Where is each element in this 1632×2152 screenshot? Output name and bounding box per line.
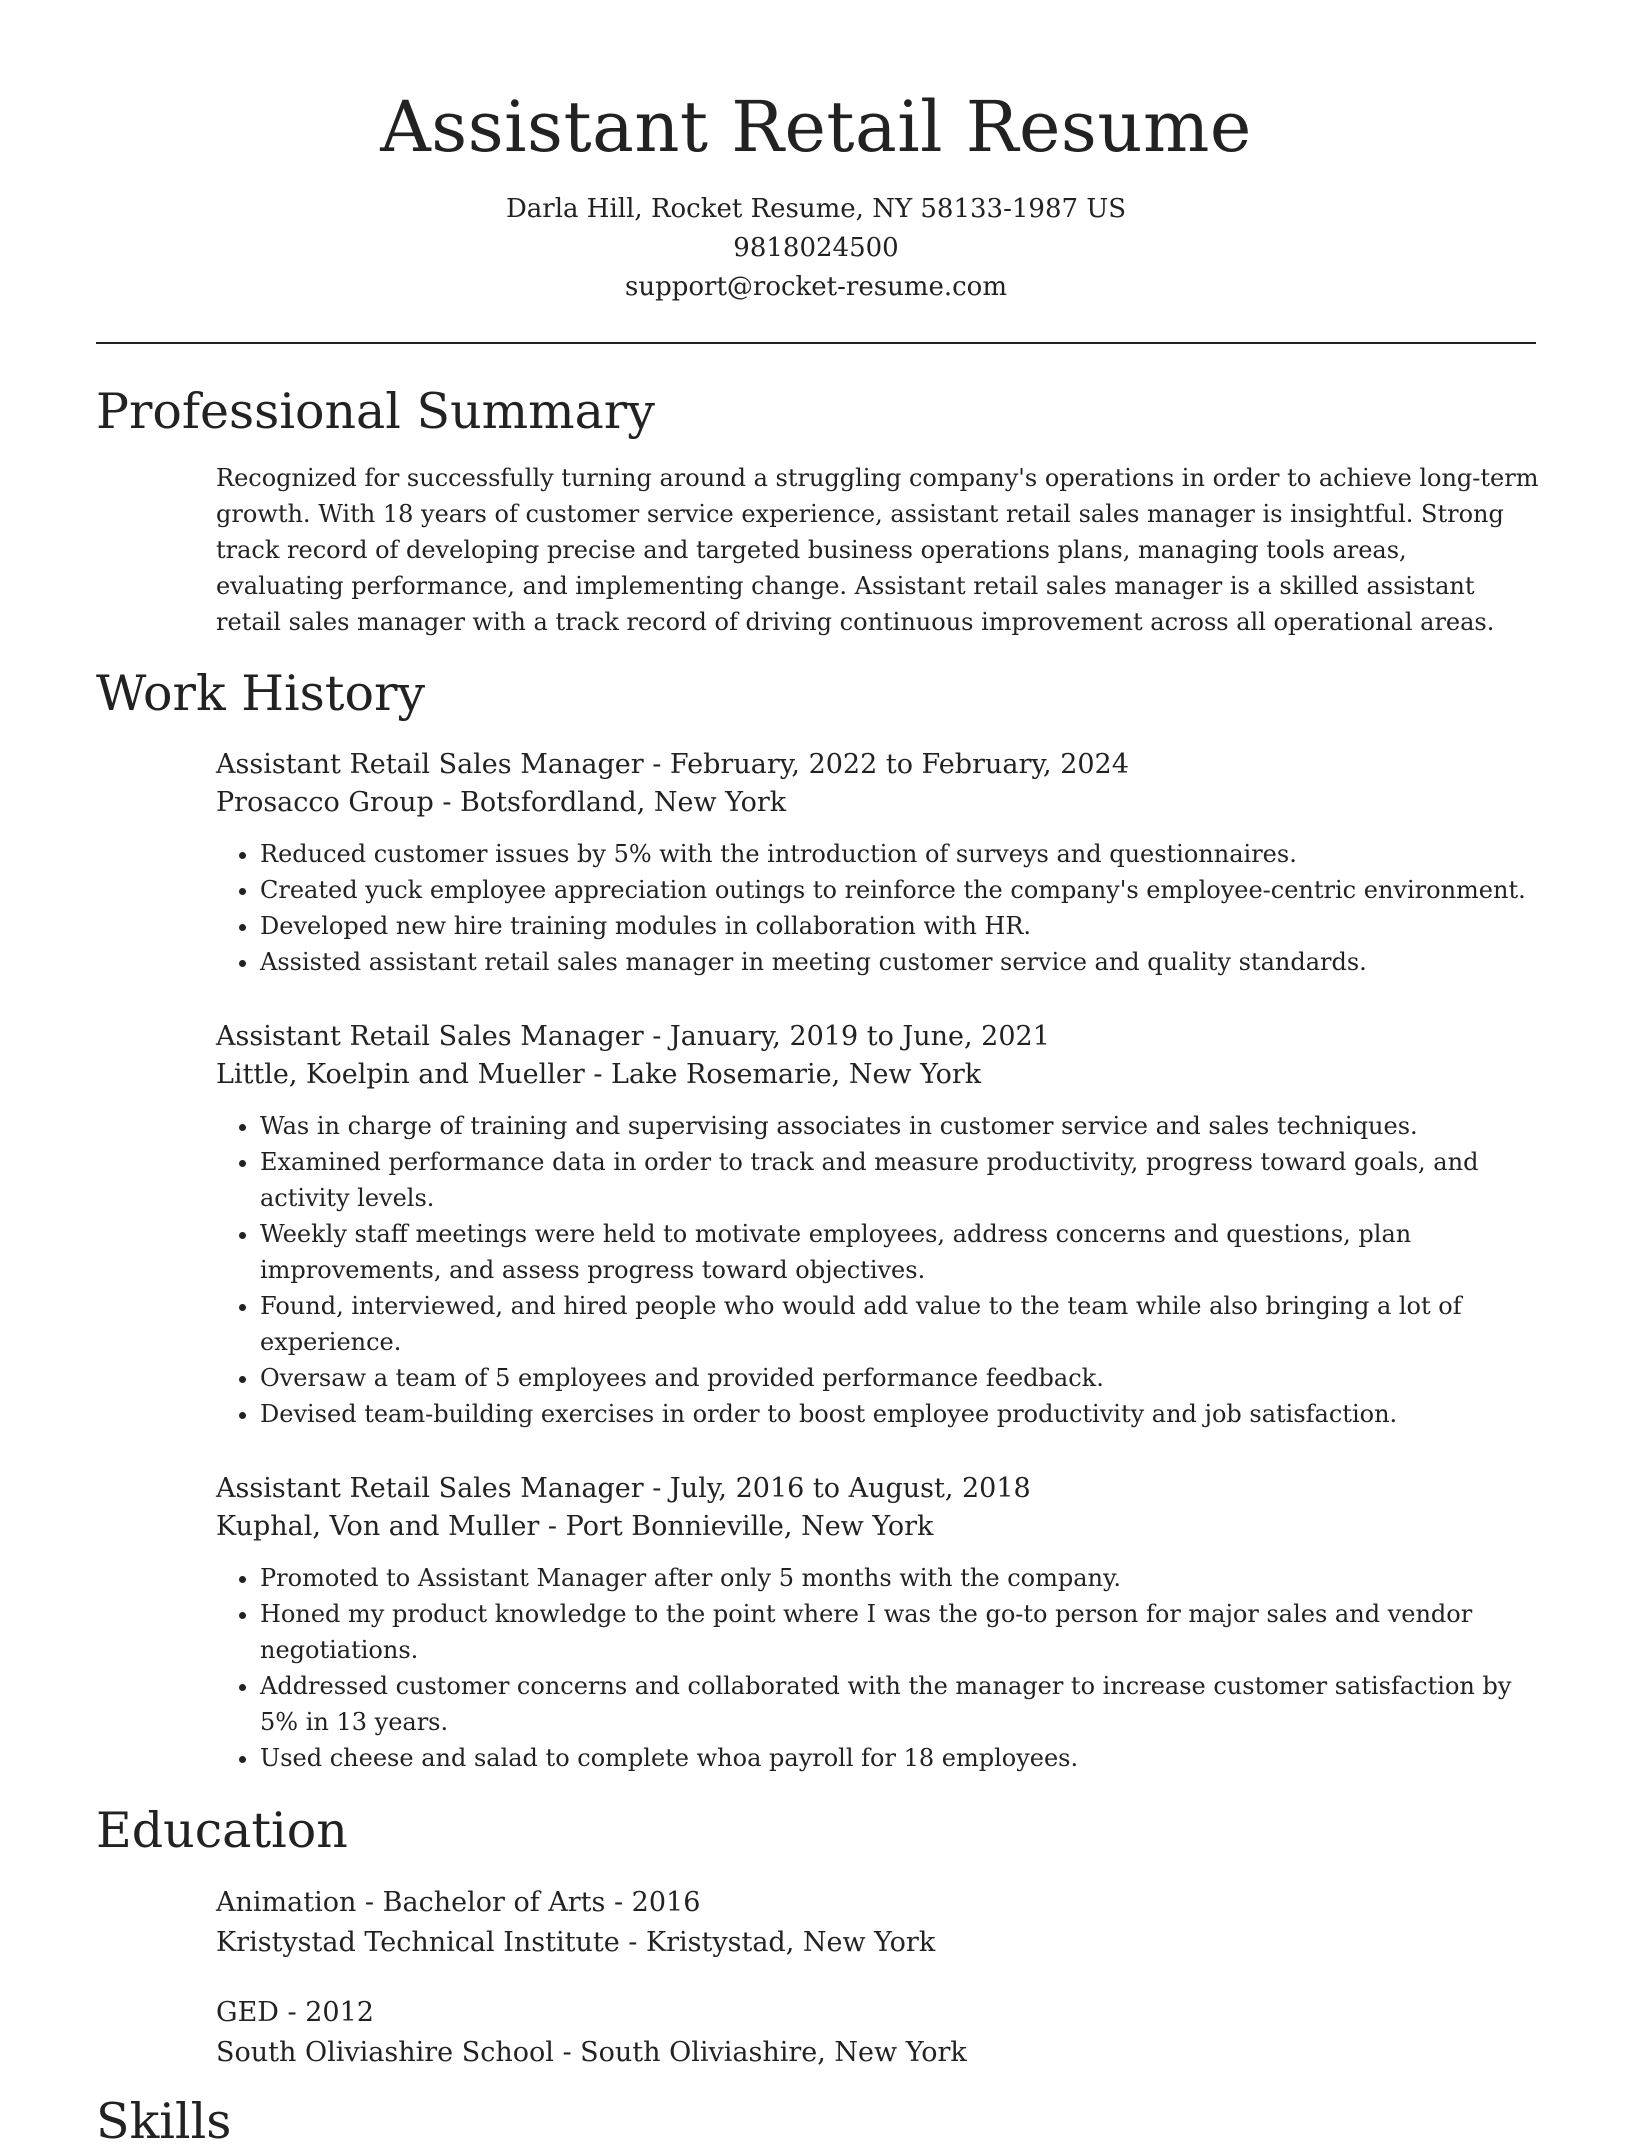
summary-section — [216, 460, 1540, 640]
header-divider — [96, 342, 1536, 344]
job-bullet: • Oversaw a team of 5 employees and provided performance feedback. — [260, 1360, 1540, 1396]
education-degree-line: Animation - Bachelor of Arts - 2016 — [216, 1887, 701, 1918]
job-bullet: • Used cheese and salad to complete whoa payroll for 18 employees. — [260, 1740, 1540, 1776]
contact-phone: 9818024500 — [733, 233, 899, 263]
job-title-line: Assistant Retail Sales Manager - July, 2016 to August, 2018 — [216, 1473, 1031, 1504]
education-school-line: Kristystad Technical Institute - Kristystad, New York — [216, 1927, 936, 1958]
education-entry-1 — [216, 1884, 1540, 1962]
job-bullets — [216, 1560, 1540, 1776]
summary-heading: Professional Summary — [96, 383, 655, 440]
job-bullet: • Found, interviewed, and hired people who would add value to the team while also bringing a lot of experience. — [260, 1288, 1540, 1360]
education-school-line: South Oliviashire School - South Oliviashire, New York — [216, 2037, 967, 2068]
summary-text: Recognized for successfully turning around a struggling company's operations in order to achieve long-term growth. With 18 years of customer service experience, assistant retail sales manager is insightful. Strong track record of developing precise and targeted business operations plans, managing tools areas, evaluating performance, and implementing change. Assistant retail sales manager is a skilled assistant retail sales manager with a track record of driving continuous improvement across all operational areas. — [216, 464, 1539, 636]
job-bullet: • Promoted to Assistant Manager after only 5 months with the company. — [260, 1560, 1540, 1596]
education-heading: Education — [96, 1802, 348, 1859]
job-company-line: Prosacco Group - Botsfordland, New York — [216, 787, 787, 818]
job-title-line: Assistant Retail Sales Manager - February, 2022 to February, 2024 — [216, 749, 1129, 780]
contact-address: Darla Hill, Rocket Resume, NY 58133-1987 US — [505, 194, 1127, 224]
job-bullet: • Was in charge of training and supervising associates in customer service and sales techniques. — [260, 1108, 1540, 1144]
job-bullet: • Devised team-building exercises in order to boost employee productivity and job satisfaction. — [260, 1396, 1540, 1432]
job-company-line: Little, Koelpin and Mueller - Lake Rosemarie, New York — [216, 1059, 982, 1090]
education-degree-line: GED - 2012 — [216, 1997, 374, 2028]
contact-block — [0, 190, 1632, 307]
job-title-line: Assistant Retail Sales Manager - January, 2019 to June, 2021 — [216, 1021, 1050, 1052]
job-bullet: • Addressed customer concerns and collaborated with the manager to increase customer satisfaction by 5% in 13 years. — [260, 1668, 1540, 1740]
job-bullet: • Reduced customer issues by 5% with the introduction of surveys and questionnaires. — [260, 836, 1540, 872]
skills-heading: Skills — [96, 2093, 232, 2150]
job-entry-1 — [216, 746, 1540, 980]
job-bullet: • Developed new hire training modules in collaboration with HR. — [260, 908, 1540, 944]
resume-title: Assistant Retail Resume — [380, 86, 1252, 168]
education-entry-2 — [216, 1994, 1540, 2072]
job-bullets — [216, 1108, 1540, 1432]
job-bullet: • Examined performance data in order to track and measure productivity, progress toward goals, and activity levels. — [260, 1144, 1540, 1216]
work-history-heading: Work History — [96, 665, 426, 722]
contact-email: support@rocket-resume.com — [624, 272, 1007, 302]
resume-header — [0, 0, 1632, 307]
job-company-line: Kuphal, Von and Muller - Port Bonnieville, New York — [216, 1511, 934, 1542]
job-entry-3 — [216, 1470, 1540, 1776]
job-entry-2 — [216, 1018, 1540, 1432]
job-bullets — [216, 836, 1540, 980]
job-bullet: • Honed my product knowledge to the point where I was the go-to person for major sales and vendor negotiations. — [260, 1596, 1540, 1668]
job-bullet: • Assisted assistant retail sales manager in meeting customer service and quality standards. — [260, 944, 1540, 980]
job-bullet: • Weekly staff meetings were held to motivate employees, address concerns and questions, plan improvements, and assess progress toward objectives. — [260, 1216, 1540, 1288]
job-bullet: • Created yuck employee appreciation outings to reinforce the company's employee-centric environment. — [260, 872, 1540, 908]
